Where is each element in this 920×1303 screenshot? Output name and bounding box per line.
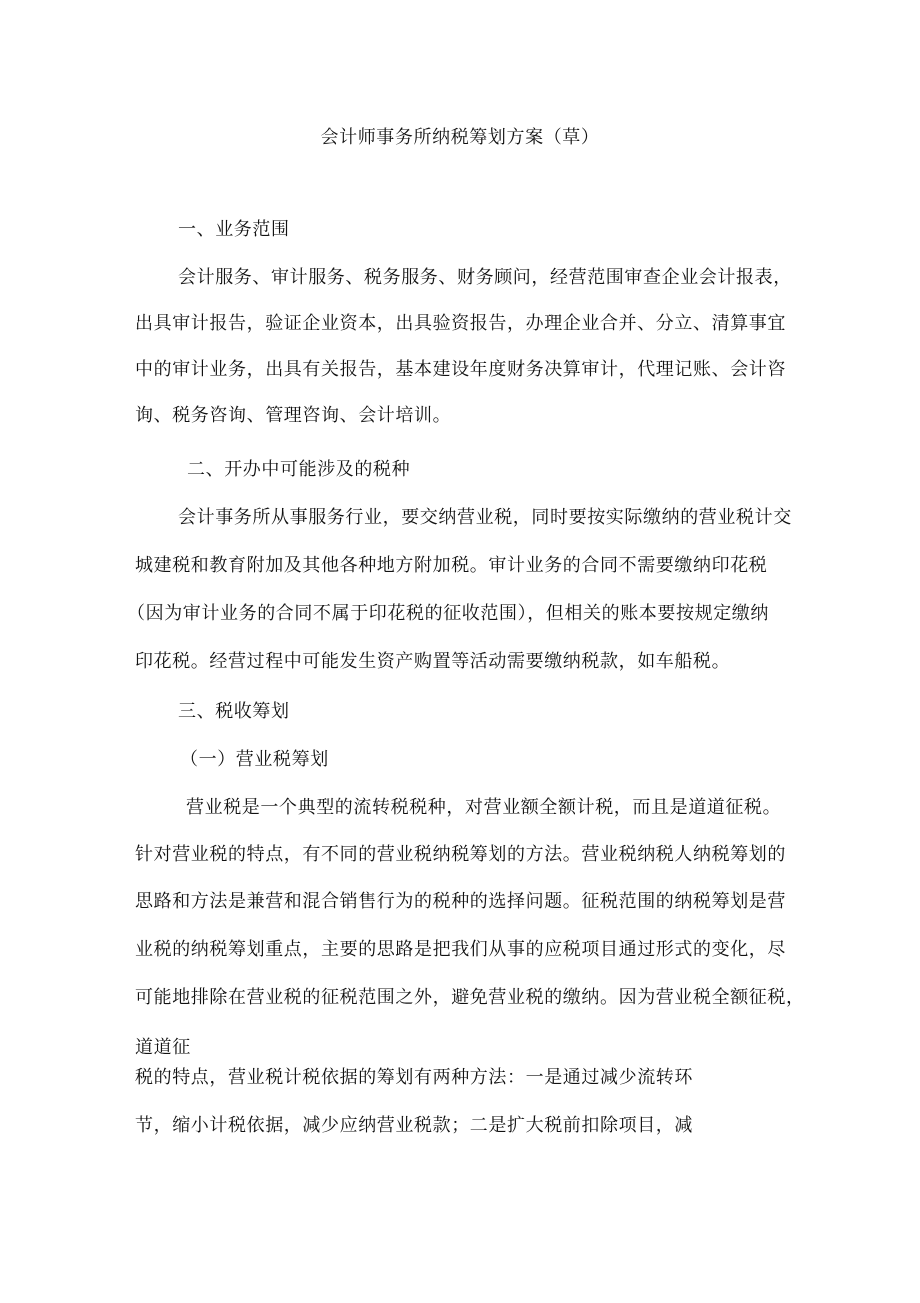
- paragraph-line: 税的特点，营业税计税依据的筹划有两种方法：一是通过减少流转环: [135, 1067, 693, 1088]
- paragraph-line: 道道征: [135, 1037, 191, 1058]
- paragraph-line: 会计事务所从事服务行业，要交纳营业税，同时要按实际缴纳的营业税计交: [178, 507, 792, 528]
- paragraph-line: 中的审计业务，出具有关报告，基本建设年度财务决算审计，代理记账、会计咨: [135, 359, 786, 380]
- paragraph-line: 节，缩小计税依据，减少应纳营业税款；二是扩大税前扣除项目，减: [135, 1115, 693, 1136]
- paragraph-line: 可能地排除在营业税的征税范围之外，避免营业税的缴纳。因为营业税全额征税，: [135, 987, 805, 1008]
- paragraph-line: 思路和方法是兼营和混合销售行为的税种的选择问题。征税范围的纳税筹划是营: [135, 891, 786, 912]
- paragraph-line: （因为审计业务的合同不属于印花税的征收范围），但相关的账本要按规定缴纳: [127, 603, 769, 624]
- paragraph-line: 出具审计报告，验证企业资本，出具验资报告，办理企业合并、分立、清算事宜: [135, 313, 786, 334]
- subsection-heading: （一）营业税筹划: [180, 749, 329, 770]
- paragraph-line: 印花税。经营过程中可能发生资产购置等活动需要缴纳税款，如车船税。: [135, 651, 731, 672]
- paragraph-line: 城建税和教育附加及其他各种地方附加税。审计业务的合同不需要缴纳印花税: [135, 555, 768, 576]
- paragraph-line: 营业税是一个典型的流转税税种，对营业额全额计税，而且是道道征税。: [186, 797, 782, 818]
- paragraph-line: 询、税务咨询、管理咨询、会计培训。: [135, 405, 452, 426]
- paragraph-line: 业税的纳税筹划重点，主要的思路是把我们从事的应税项目通过形式的变化，尽: [135, 939, 786, 960]
- document-title: 会计师事务所纳税筹划方案（草）: [320, 127, 600, 148]
- section-heading: 二、开办中可能涉及的税种: [187, 459, 411, 480]
- paragraph-line: 会计服务、审计服务、税务服务、财务顾问，经营范围审查企业会计报表，: [178, 267, 792, 288]
- paragraph-line: 针对营业税的特点，有不同的营业税纳税筹划的方法。营业税纳税人纳税筹划的: [135, 844, 786, 865]
- section-heading: 三、税收筹划: [178, 701, 290, 722]
- section-heading: 一、业务范围: [178, 219, 290, 240]
